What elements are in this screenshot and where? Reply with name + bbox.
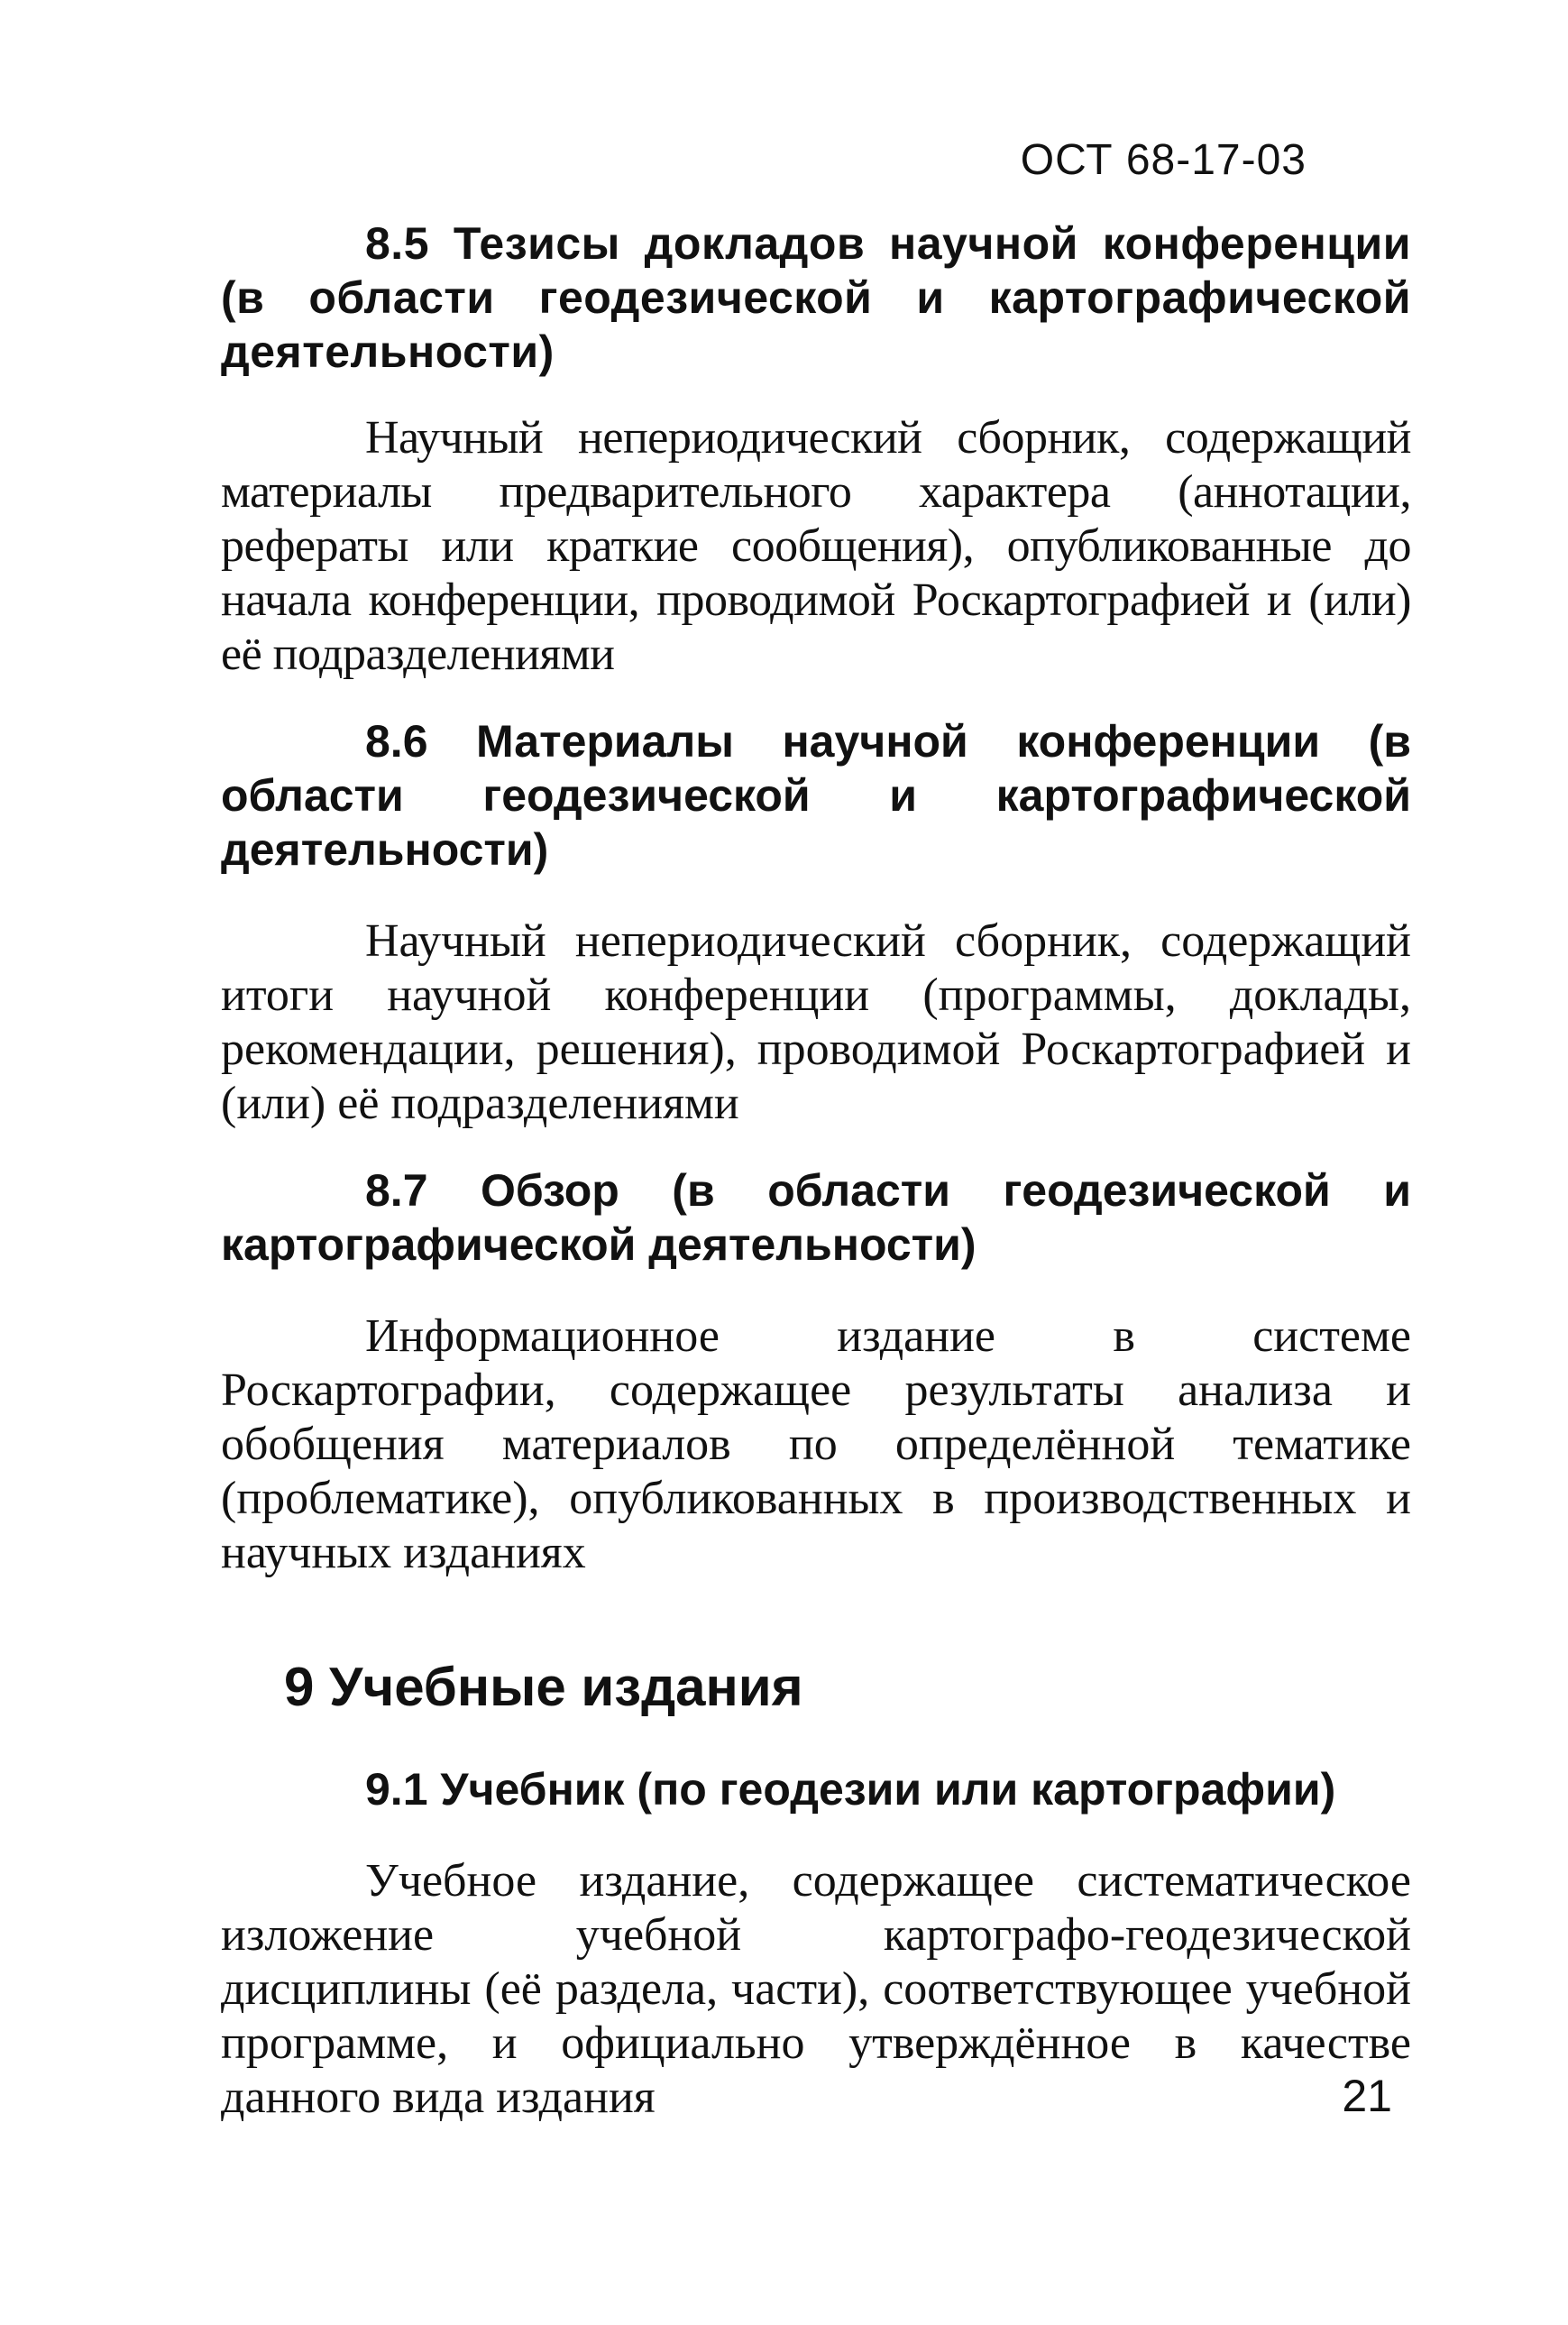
section-8-7-body: Информационное издание в системе Роскартографии, содержащее результаты анализа и обобщения материалов по определённой тематике (проблематике), опубликованных в производственных и научных изданиях — [221, 1310, 1411, 1578]
document-code: ОСТ 68-17-03 — [1020, 136, 1307, 184]
section-8-5-heading: 8.5 Тезисы докладов научной конференции (в области геодезической и картографической деятельности) — [221, 218, 1411, 377]
section-8-6-heading: 8.6 Материалы научной конференции (в области геодезической и картографической деятельности) — [221, 716, 1411, 875]
page-content — [221, 216, 1411, 2125]
section-8-5-body: Научный непериодический сборник, содержащий материалы предварительного характера (аннотации, рефераты или краткие сообщения), опубликованные до начала конференции, проводимой Роскартографией и (или) её подразделениями — [221, 412, 1411, 680]
chapter-9-title: 9 Учебные издания — [284, 1657, 803, 1717]
section-8-7-heading: 8.7 Обзор (в области геодезической и картографической деятельности) — [221, 1165, 1411, 1270]
page-number: 21 — [1342, 2071, 1392, 2121]
section-9-1-body: Учебное издание, содержащее систематическое изложение учебной картографо-геодезической дисциплины (её раздела, части), соответствующее учебной программе, и официально утверждённое в качестве данного вида издания — [221, 1855, 1411, 2123]
section-9-1-heading: 9.1 Учебник (по геодезии или картографии) — [365, 1764, 1336, 1815]
section-8-6-body: Научный непериодический сборник, содержащий итоги научной конференции (программы, доклады, рекомендации, решения), проводимой Роскартографией и (или) её подразделениями — [221, 915, 1411, 1129]
